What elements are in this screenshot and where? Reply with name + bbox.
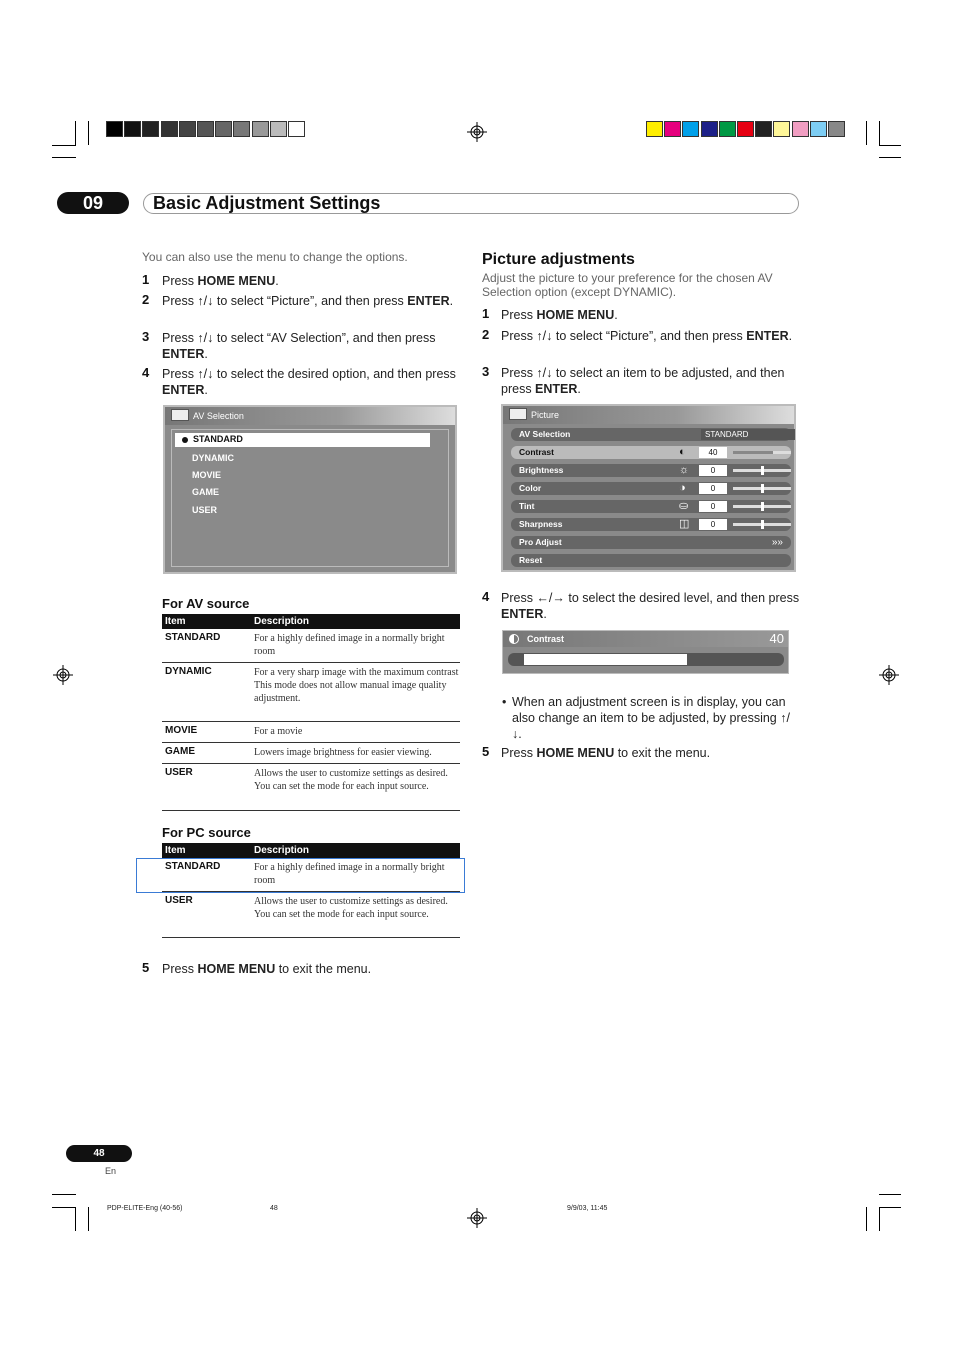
registration-mark-icon bbox=[467, 1208, 487, 1228]
row-slider[interactable] bbox=[733, 451, 791, 454]
color-swatch bbox=[197, 121, 214, 137]
row-slider[interactable] bbox=[733, 487, 791, 490]
contrast-slider[interactable] bbox=[508, 653, 784, 666]
row-label: Reset bbox=[519, 555, 543, 565]
color-swatch bbox=[215, 121, 232, 137]
picture-row-brightness[interactable] bbox=[511, 464, 791, 477]
color-swatch bbox=[142, 121, 159, 137]
bullet-text: When an adjustment screen is in display, you can also change an item to be adjusted, by pressing ↑/↓. bbox=[512, 695, 790, 741]
row-slider[interactable] bbox=[733, 505, 791, 508]
av-source-table bbox=[162, 614, 460, 811]
row-label: Contrast bbox=[519, 447, 554, 457]
tint-icon: ⛀ bbox=[679, 500, 689, 512]
left-step-4: 4 Press ↑/↓ to select the desired option, and then press ENTER. bbox=[142, 365, 456, 397]
table-row: STANDARD For a highly defined image in a normally bright room bbox=[162, 858, 460, 892]
color-swatch bbox=[288, 121, 305, 137]
picture-osd-title: Picture bbox=[531, 410, 560, 420]
row-value: 0 bbox=[699, 465, 727, 476]
chapter-badge: 09 bbox=[57, 192, 129, 214]
selected-dot-icon bbox=[182, 437, 188, 443]
color-swatch bbox=[161, 121, 178, 137]
av-source-section bbox=[162, 596, 460, 792]
color-swatch bbox=[755, 121, 772, 137]
av-item-movie[interactable]: MOVIE bbox=[192, 470, 222, 480]
pro-adjust-row[interactable] bbox=[511, 536, 791, 549]
contrast-osd-header bbox=[503, 631, 788, 647]
page-number: 48 bbox=[66, 1145, 132, 1162]
contrast-value: 40 bbox=[769, 631, 784, 646]
color-icon: ◑ bbox=[679, 482, 686, 494]
row-label: Brightness bbox=[519, 465, 564, 475]
left-step-5: 5 Press HOME MENU to exit the menu. bbox=[142, 960, 372, 976]
pc-source-section bbox=[162, 825, 460, 920]
color-swatch bbox=[773, 121, 790, 137]
av-osd-title: AV Selection bbox=[193, 411, 244, 421]
av-selection-osd bbox=[163, 405, 457, 574]
tv-icon bbox=[509, 408, 527, 420]
right-step-2: 2 Press ↑/↓ to select “Picture”, and then press ENTER. bbox=[482, 327, 793, 343]
left-intro: You can also use the menu to change the options. bbox=[142, 250, 408, 264]
left-step-2: 2 Press ↑/↓ to select “Picture”, and then press ENTER. bbox=[142, 292, 454, 308]
picture-row-contrast[interactable] bbox=[511, 446, 791, 459]
av-item-selected[interactable] bbox=[175, 433, 430, 447]
footer-file: PDP-ELITE-Eng (40-56) bbox=[107, 1205, 183, 1212]
slider-thumb[interactable] bbox=[761, 466, 764, 475]
av-selection-row[interactable] bbox=[511, 428, 791, 441]
color-swatch bbox=[270, 121, 287, 137]
page-title: Basic Adjustment Settings bbox=[153, 193, 381, 213]
picture-row-tint[interactable] bbox=[511, 500, 791, 513]
row-value: 0 bbox=[699, 483, 727, 494]
av-item-user[interactable]: USER bbox=[192, 505, 218, 515]
av-item-game[interactable]: GAME bbox=[192, 487, 219, 497]
pc-source-heading: For PC source bbox=[162, 825, 251, 840]
right-step-3: 3 Press ↑/↓ to select an item to be adjusted, and then press ENTER. bbox=[482, 364, 785, 396]
registration-mark-icon bbox=[53, 665, 73, 685]
left-step-1: 1 Press HOME MENU. bbox=[142, 272, 279, 288]
table-header: Item Description bbox=[162, 614, 460, 629]
color-swatch bbox=[701, 121, 718, 137]
color-swatch bbox=[719, 121, 736, 137]
right-step-5: 5 Press HOME MENU to exit the menu. bbox=[482, 744, 711, 760]
table-row: USER Allows the user to customize settings as desired. You can set the mode for each input source. bbox=[162, 764, 460, 811]
av-item-dynamic[interactable]: DYNAMIC bbox=[192, 453, 234, 463]
table-row: MOVIE For a movie bbox=[162, 722, 460, 743]
slider-thumb[interactable] bbox=[761, 520, 764, 529]
table-row: STANDARD For a highly defined image in a normally bright room bbox=[162, 629, 460, 663]
picture-osd bbox=[501, 404, 796, 572]
picture-row-sharpness[interactable] bbox=[511, 518, 791, 531]
color-swatch bbox=[810, 121, 827, 137]
row-slider[interactable] bbox=[733, 523, 791, 526]
reset-row[interactable] bbox=[511, 554, 791, 567]
footer-date: 9/9/03, 11:45 bbox=[567, 1205, 608, 1212]
picture-row-color[interactable] bbox=[511, 482, 791, 495]
slider-thumb[interactable] bbox=[761, 484, 764, 493]
contrast-icon bbox=[509, 634, 519, 644]
color-swatch bbox=[106, 121, 123, 137]
slider-thumb[interactable] bbox=[761, 502, 764, 511]
row-value: 0 bbox=[699, 501, 727, 512]
language-label: En bbox=[105, 1166, 117, 1176]
contrast-label: Contrast bbox=[527, 634, 565, 644]
color-swatch bbox=[828, 121, 845, 137]
table-row: DYNAMIC For a very sharp image with the maximum contrast This mode does not allow manual image quality adjustment. bbox=[162, 663, 460, 722]
highlight-box bbox=[136, 858, 465, 893]
right-step-1: 1 Press HOME MENU. bbox=[482, 306, 618, 322]
table-header: Item Description bbox=[162, 843, 460, 858]
table-row: GAME Lowers image brightness for easier viewing. bbox=[162, 743, 460, 764]
row-label: Tint bbox=[519, 501, 535, 511]
row-label: Color bbox=[519, 483, 542, 493]
left-step-3: 3 Press ↑/↓ to select “AV Selection”, and then press ENTER. bbox=[142, 329, 436, 361]
color-swatch bbox=[646, 121, 663, 137]
picture-osd-header bbox=[503, 406, 794, 424]
row-label: Pro Adjust bbox=[519, 537, 562, 547]
row-value: 0 bbox=[699, 519, 727, 530]
brightness-icon: ☼ bbox=[679, 464, 690, 476]
av-selection-value: STANDARD bbox=[701, 429, 795, 440]
contrast-icon: ◐ bbox=[679, 446, 686, 458]
picture-adjustments-heading: Picture adjustments bbox=[482, 251, 635, 268]
row-value: 40 bbox=[699, 447, 727, 458]
registration-mark-icon bbox=[879, 665, 899, 685]
av-osd-list bbox=[171, 429, 449, 567]
right-bullet: • When an adjustment screen is in display, you can also change an item to be adjusted, by pressing ↑/↓. bbox=[502, 694, 792, 742]
color-swatch bbox=[179, 121, 196, 137]
color-swatch bbox=[233, 121, 250, 137]
contrast-osd bbox=[502, 630, 789, 674]
tv-icon bbox=[171, 409, 189, 421]
contrast-slider-fill bbox=[524, 654, 687, 665]
color-swatch bbox=[664, 121, 681, 137]
av-item-label: STANDARD bbox=[193, 434, 243, 444]
color-swatch bbox=[682, 121, 699, 137]
av-osd-header bbox=[165, 407, 455, 425]
table-row: USER Allows the user to customize settings as desired. You can set the mode for each input source. bbox=[162, 892, 460, 938]
footer-page: 48 bbox=[270, 1205, 278, 1212]
row-label: AV Selection bbox=[519, 429, 571, 439]
chevron-right-icon: »» bbox=[771, 537, 783, 548]
row-slider[interactable] bbox=[733, 469, 791, 472]
sharpness-icon: ◫ bbox=[679, 518, 690, 530]
color-swatch bbox=[124, 121, 141, 137]
row-label: Sharpness bbox=[519, 519, 563, 529]
color-swatch bbox=[252, 121, 269, 137]
color-swatch bbox=[737, 121, 754, 137]
registration-mark-icon bbox=[467, 122, 487, 142]
color-swatch bbox=[792, 121, 809, 137]
right-intro: Adjust the picture to your preference for the chosen AV Selection option (except DYNAMIC). bbox=[482, 271, 773, 299]
right-step-4: 4 Press ←/→ to select the desired level, and then press ENTER. bbox=[482, 589, 800, 621]
av-source-heading: For AV source bbox=[162, 596, 250, 611]
